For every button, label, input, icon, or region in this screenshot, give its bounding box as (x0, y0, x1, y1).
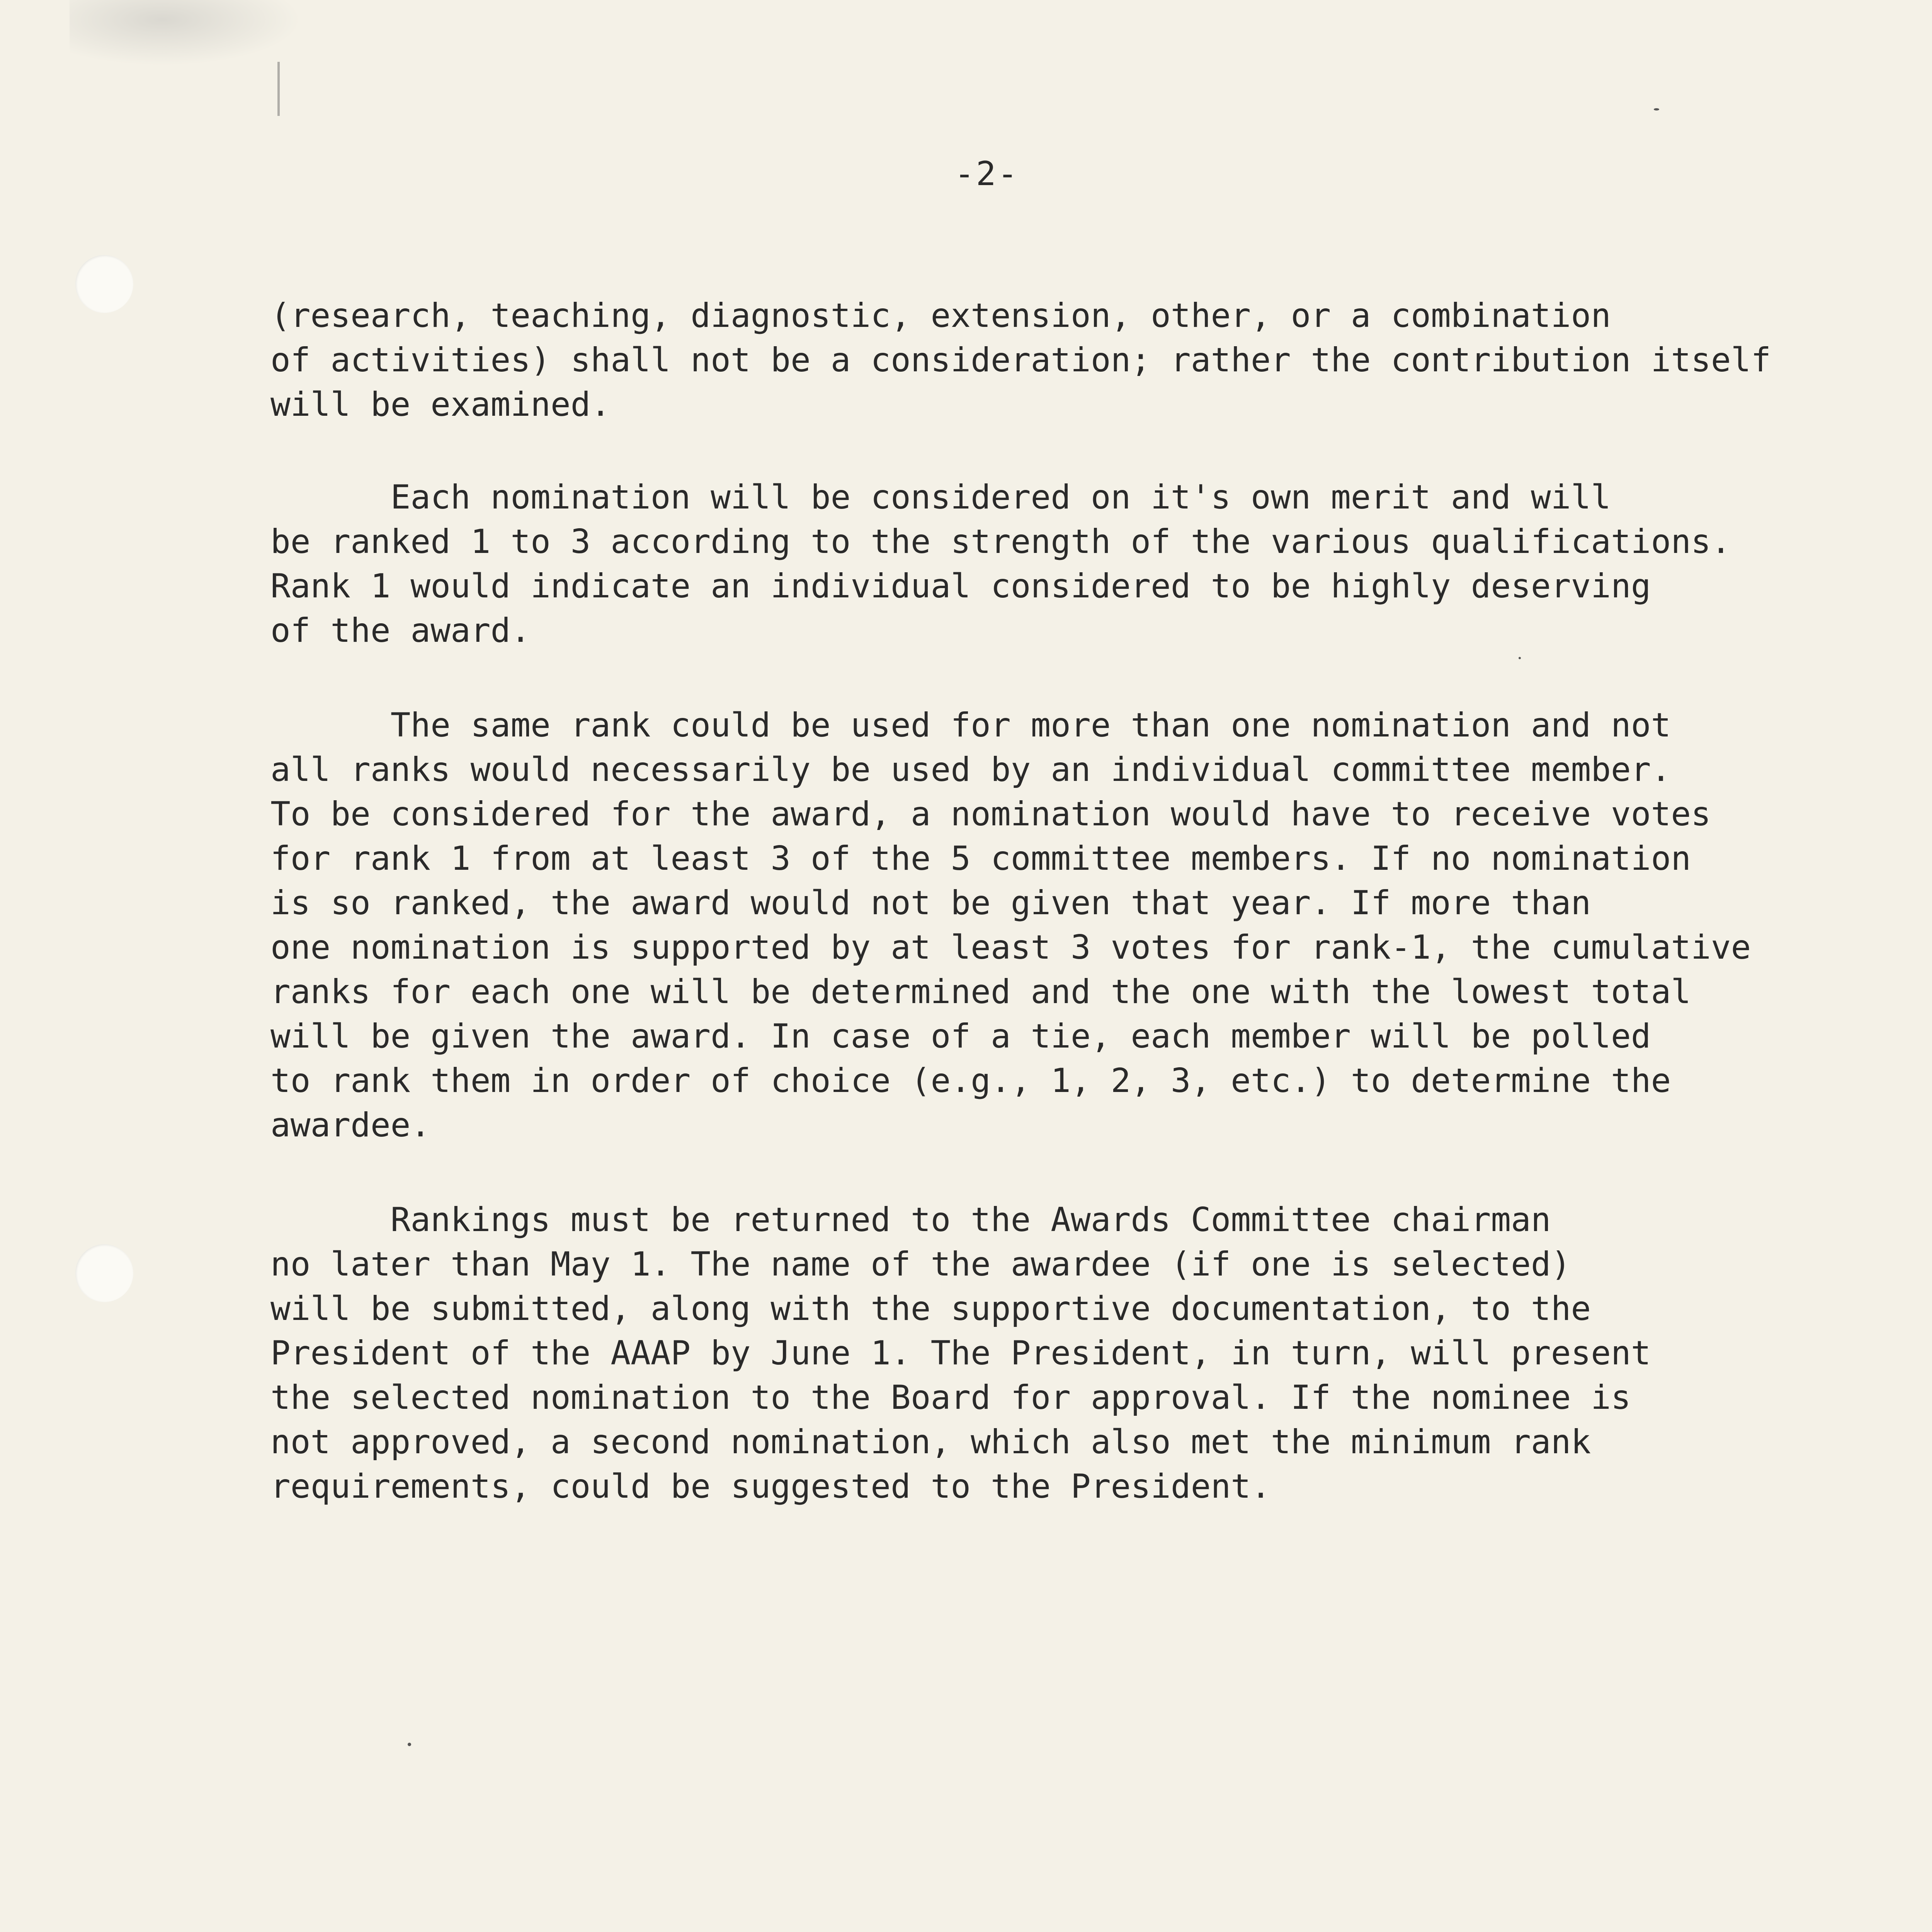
text-line: be ranked 1 to 3 according to the strength of the various qualifications. (270, 522, 1731, 561)
scan-edge-mark (277, 62, 280, 116)
text-line: not approved, a second nomination, which also met the minimum rank (270, 1423, 1591, 1461)
text-line: of activities) shall not be a consideration; rather the contribution itself (270, 341, 1771, 379)
page-number: -2- (954, 155, 1019, 193)
text-line: will be submitted, along with the supportive documentation, to the (270, 1289, 1591, 1328)
paragraph-2 (270, 475, 1739, 653)
text-line: To be considered for the award, a nomination would have to receive votes (270, 795, 1711, 833)
text-line: will be given the award. In case of a tie, each member will be polled (270, 1017, 1651, 1056)
text-line: The same rank could be used for more than one nomination and not (270, 706, 1671, 745)
text-line: to rank them in order of choice (e.g., 1, 2, 3, etc.) to determine the (270, 1061, 1671, 1100)
text-line: no later than May 1. The name of the awardee (if one is selected) (270, 1245, 1571, 1284)
text-line: requirements, could be suggested to the President. (270, 1467, 1271, 1506)
scan-speck (1519, 657, 1521, 659)
punch-hole-top (75, 255, 133, 313)
text-line: one nomination is supported by at least 3 votes for rank-1, the cumulative (270, 928, 1751, 967)
scan-speck (1654, 108, 1659, 111)
scan-smudge (70, 0, 301, 66)
text-line: Rank 1 would indicate an individual considered to be highly deserving (270, 567, 1651, 605)
text-line: Rankings must be returned to the Awards Committee chairman (270, 1201, 1551, 1239)
text-line: awardee. (270, 1106, 431, 1145)
text-line: for rank 1 from at least 3 of the 5 committee members. If no nomination (270, 839, 1691, 878)
scan-speck (408, 1743, 411, 1746)
text-line: ranks for each one will be determined and the one with the lowest total (270, 973, 1691, 1011)
paragraph-4 (270, 1198, 1739, 1509)
text-line: (research, teaching, diagnostic, extension, other, or a combination (270, 296, 1611, 335)
paragraph-1 (270, 294, 1771, 427)
paragraph-3 (270, 703, 1751, 1148)
text-line: all ranks would necessarily be used by an individual committee member. (270, 750, 1671, 789)
text-line: is so ranked, the award would not be given that year. If more than (270, 884, 1591, 922)
text-line: Each nomination will be considered on it's own merit and will (270, 478, 1611, 517)
text-line: of the award. (270, 611, 531, 650)
punch-hole-middle (75, 1244, 133, 1302)
text-line: the selected nomination to the Board for approval. If the nominee is (270, 1378, 1631, 1417)
text-line: President of the AAAP by June 1. The President, in turn, will present (270, 1334, 1651, 1372)
text-line: will be examined. (270, 385, 611, 424)
